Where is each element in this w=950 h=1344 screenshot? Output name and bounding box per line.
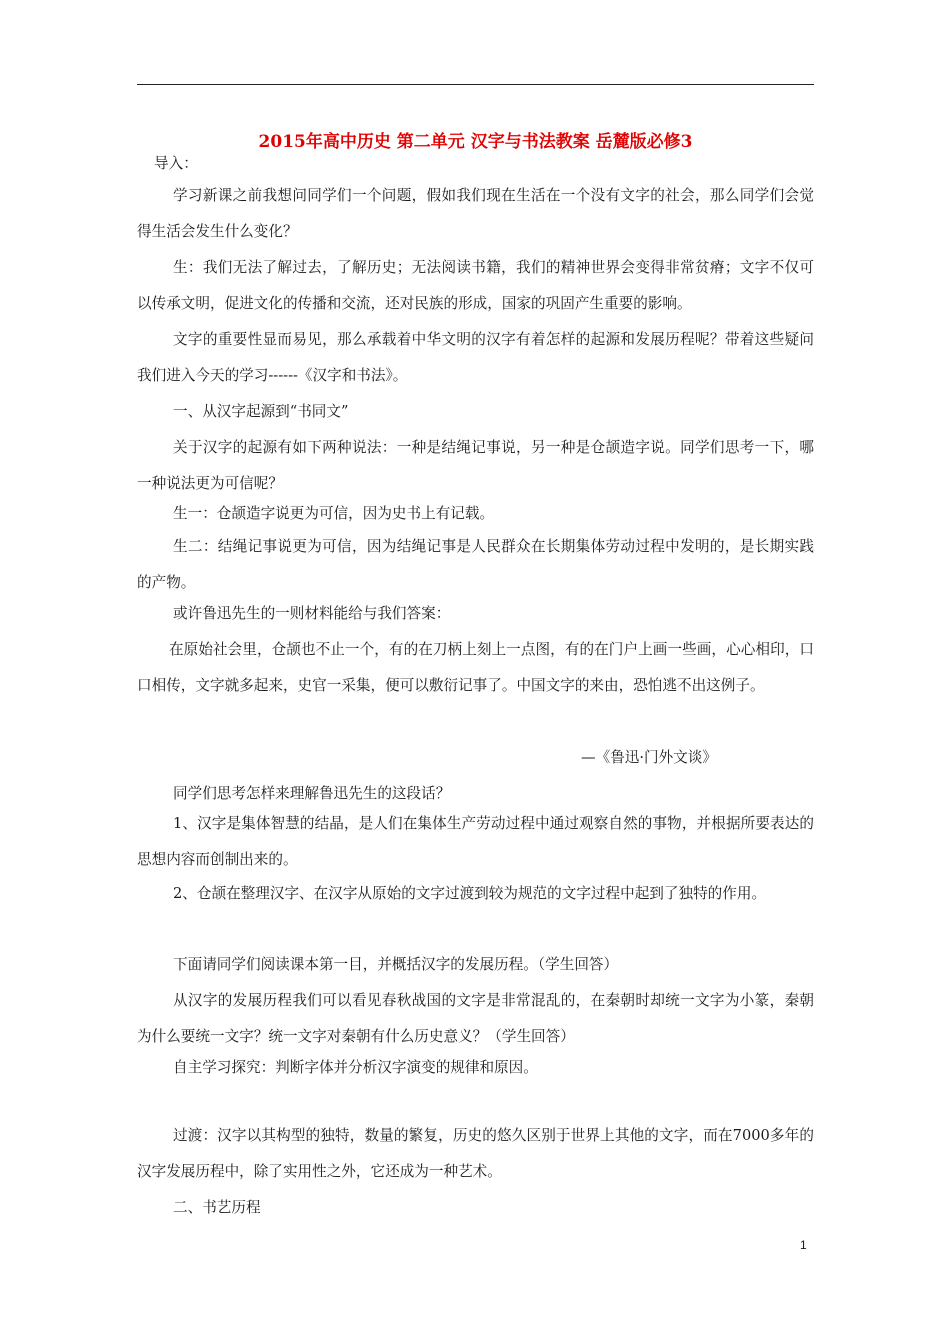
section-heading-origin: 一、从汉字起源到“书同文” bbox=[173, 403, 349, 420]
paragraph-point-two: 2、仓颉在整理汉字、在汉字从原始的文字过渡到较为规范的文字过程中起到了独特的作用。 bbox=[173, 885, 767, 902]
header-rule bbox=[137, 84, 814, 85]
paragraph-luxun-intro: 或许鲁迅先生的一则材料能给与我们答案： bbox=[173, 605, 451, 622]
section-heading-calligraphy: 二、书艺历程 bbox=[173, 1199, 261, 1216]
paragraph-self-study: 自主学习探究：判断字体并分析汉字演变的规律和原因。 bbox=[173, 1059, 538, 1076]
paragraph-origin-theories: 关于汉字的起源有如下两种说法：一种是结绳记事说，另一种是仓颉造字说。同学们思考一下，哪一种说法更为可信呢？ bbox=[137, 439, 814, 492]
paragraph-point-one: 1、汉字是集体智慧的结晶，是人们在集体生产劳动过程中通过观察自然的事物，并根据所要表达的思想内容而创制出来的。 bbox=[137, 815, 814, 868]
paragraph-question: 学习新课之前我想问同学们一个问题，假如我们现在生活在一个没有文字的社会，那么同学们会觉得生活会发生什么变化？ bbox=[137, 187, 814, 240]
paragraph-qin-unification: 从汉字的发展历程我们可以看见春秋战国的文字是非常混乱的，在秦朝时却统一文字为小篆，秦朝为什么要统一文字？统一文字对秦朝有什么历史意义？（学生回答） bbox=[137, 992, 814, 1045]
paragraph-transition: 过渡：汉字以其构型的独特，数量的繁复，历史的悠久区别于世界上其他的文字，而在7000多年的汉字发展历程中，除了实用性之外，它还成为一种艺术。 bbox=[137, 1127, 814, 1180]
paragraph-importance: 文字的重要性显而易见，那么承载着中华文明的汉字有着怎样的起源和发展历程呢？带着这些疑问我们进入今天的学习------《汉字和书法》。 bbox=[137, 331, 814, 384]
paragraph-student-one: 生一：仓颉造字说更为可信，因为史书上有记载。 bbox=[173, 505, 495, 522]
document-title: 2015年高中历史 第二单元 汉字与书法教案 岳麓版必修3 bbox=[258, 132, 693, 152]
paragraph-student-two: 生二：结绳记事说更为可信，因为结绳记事是人民群众在长期集体劳动过程中发明的，是长期实践的产物。 bbox=[137, 538, 814, 591]
paragraph-student-answer: 生：我们无法了解过去，了解历史；无法阅读书籍，我们的精神世界会变得非常贫瘠；文字不仅可以传承文明，促进文化的传播和交流，还对民族的形成，国家的巩固产生重要的影响。 bbox=[137, 259, 814, 312]
paragraph-intro-label: 导入： bbox=[154, 155, 198, 172]
paragraph-luxun-quote: 在原始社会里，仓颉也不止一个，有的在刀柄上刻上一点图，有的在门户上画一些画，心心相印，口口相传，文字就多起来，史官一采集，便可以敷衍记事了。中国文字的来由，恐怕逃不出这例子。 bbox=[137, 641, 814, 694]
quote-source: —《鲁迅·门外文谈》 bbox=[581, 749, 717, 766]
paragraph-read-textbook: 下面请同学们阅读课本第一目，并概括汉字的发展历程。（学生回答） bbox=[173, 956, 619, 973]
paragraph-think-question: 同学们思考怎样来理解鲁迅先生的这段话？ bbox=[173, 785, 451, 802]
page-number: 1 bbox=[800, 1238, 807, 1252]
